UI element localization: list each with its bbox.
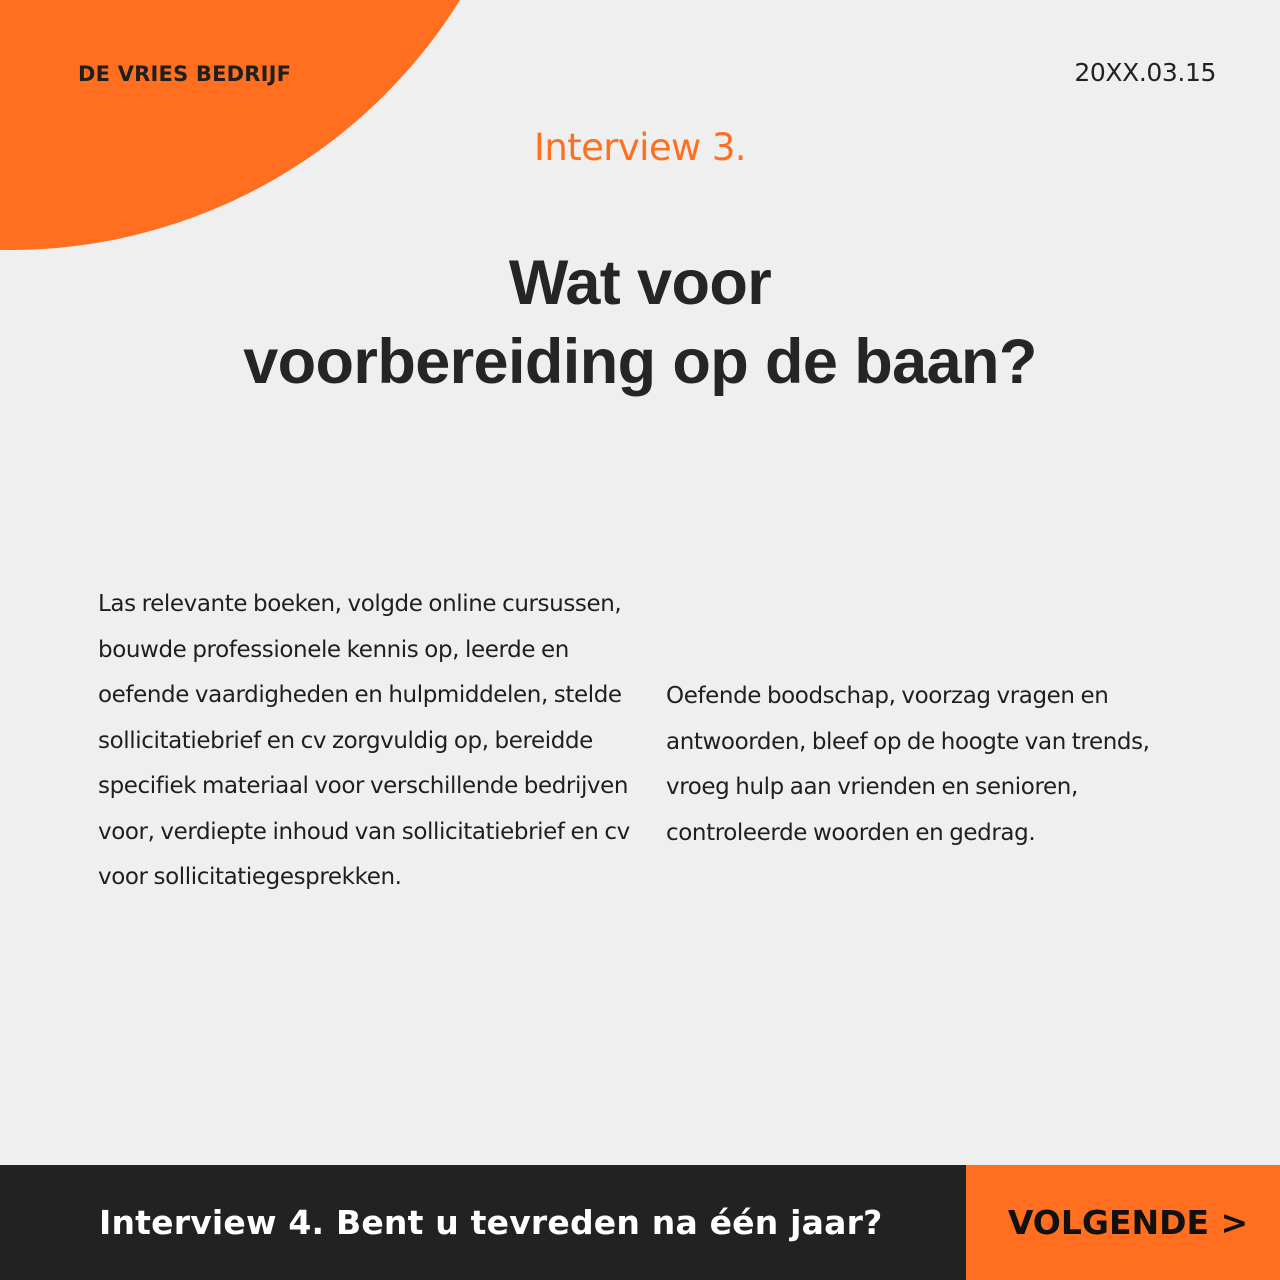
- answer-left-column: Las relevante boeken, volgde online cursussen, bouwde professionele kennis op, leerde en oefende vaardigheden en hulpmiddelen, stelde sollicitatiebrief en cv zorgvuldig op, bereidde specifiek materiaal voor verschillende bedrijven voor, verdiepte inhoud van sollicitatiebrief en cv voor sollicitatiegesprekken.: [98, 591, 630, 890]
- answer-right-column: Oefende boodschap, voorzag vragen en antwoorden, bleef op de hoogte van trends, vroeg hulp aan vrienden en senioren, controleerde woorden en gedrag.: [666, 683, 1150, 846]
- post-date: 20XX.03.15: [1074, 58, 1216, 87]
- interview-number: Interview 3.: [534, 126, 746, 169]
- next-interview-teaser: [0, 1165, 966, 1280]
- footer-bar: [0, 1165, 1280, 1280]
- brand-name: DE VRIES BEDRIJF: [78, 62, 292, 86]
- title-line-2: voorbereiding op de baan?: [243, 327, 1037, 397]
- orange-corner-shape: [0, 0, 540, 250]
- next-button-label: VOLGENDE >: [1007, 1203, 1249, 1242]
- next-interview-title: Interview 4. Bent u tevreden na één jaar?: [99, 1203, 883, 1242]
- next-button[interactable]: [966, 1165, 1280, 1280]
- page-title: [0, 244, 1280, 402]
- title-line-1: Wat voor: [508, 248, 772, 318]
